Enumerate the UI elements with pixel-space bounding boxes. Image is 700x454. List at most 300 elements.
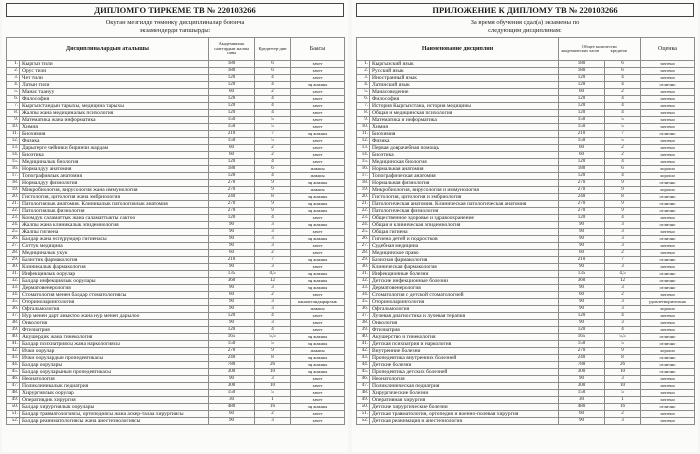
hours-value: 60 bbox=[209, 250, 255, 257]
credits-value: 3 bbox=[605, 243, 641, 250]
discipline-name: Фтизиатрия bbox=[20, 327, 209, 334]
discipline-name: Неонатология bbox=[370, 376, 559, 383]
row-number: 20. bbox=[357, 194, 370, 201]
row-number: 3. bbox=[7, 75, 20, 82]
discipline-name: Жалпы гигиена bbox=[20, 229, 209, 236]
discipline-name: Хирургиялык оорулар bbox=[20, 390, 209, 397]
grade-value: зачтено bbox=[641, 145, 695, 152]
discipline-name: Неонатология bbox=[20, 376, 209, 383]
hours-value: 780 bbox=[559, 362, 605, 369]
row-number: 37. bbox=[7, 313, 20, 320]
table-row bbox=[357, 61, 695, 68]
grade-value: зачет bbox=[291, 292, 345, 299]
total-label: Общее количество bbox=[582, 44, 617, 50]
table-row bbox=[7, 208, 345, 215]
grade-value: отлично bbox=[641, 341, 695, 348]
row-number: 27. bbox=[357, 243, 370, 250]
row-number: 3. bbox=[357, 75, 370, 82]
grade-value: отлично bbox=[641, 369, 695, 376]
discipline-name: Дерматовенерология bbox=[370, 285, 559, 292]
credits-value: 12 bbox=[255, 278, 291, 285]
grade-value: зачет bbox=[291, 152, 345, 159]
credits-value: 9 bbox=[605, 208, 641, 215]
hours-value: 180 bbox=[209, 68, 255, 75]
credits-value: 5 bbox=[255, 124, 291, 131]
hours-value: 270 bbox=[209, 180, 255, 187]
row-number: 21. bbox=[7, 201, 20, 208]
discipline-name: Биохимия bbox=[370, 131, 559, 138]
hours-value: 60 bbox=[559, 152, 605, 159]
row-number: 33. bbox=[357, 285, 370, 292]
discipline-name: Коомдук саламаттык жана саламаттыкты сактоо bbox=[20, 215, 209, 222]
hours-value: 240 bbox=[559, 355, 605, 362]
discipline-name: Биохимия bbox=[20, 131, 209, 138]
hours-value: 120 bbox=[559, 159, 605, 166]
row-number: 33. bbox=[7, 285, 20, 292]
table-row bbox=[357, 201, 695, 208]
grade-value: жакшы bbox=[291, 306, 345, 313]
grade-value: эң жакшы bbox=[291, 334, 345, 341]
hours-value: 120 bbox=[559, 103, 605, 110]
grade-value: зачтено bbox=[641, 117, 695, 124]
discipline-name: Балдар психиатриясы жана наркологиясы bbox=[20, 341, 209, 348]
discipline-name: Гистология, цитология и эмбриология bbox=[370, 194, 559, 201]
discipline-name: Чет тили bbox=[20, 75, 209, 82]
grade-value: зачтено bbox=[641, 89, 695, 96]
column-header-total bbox=[559, 38, 641, 61]
subtitle-line-2: следующим дисциплинам: bbox=[488, 27, 562, 34]
row-number: 16. bbox=[7, 166, 20, 173]
credits-value: 9 bbox=[605, 180, 641, 187]
row-number: 19. bbox=[7, 187, 20, 194]
discipline-name: Акушерство и гинекология bbox=[370, 334, 559, 341]
discipline-name: Балдар инфекциялык оорулары bbox=[20, 278, 209, 285]
hours-value: 120 bbox=[209, 75, 255, 82]
grade-value: отлично bbox=[641, 271, 695, 278]
hours-value: 120 bbox=[209, 215, 255, 222]
credits-value: 6 bbox=[605, 61, 641, 68]
credits-value: 5 bbox=[605, 390, 641, 397]
hours-value: 270 bbox=[209, 187, 255, 194]
table-row bbox=[357, 383, 695, 390]
hours-value: 270 bbox=[209, 348, 255, 355]
grade-value: зачтено bbox=[641, 418, 695, 425]
hours-value: 165 bbox=[559, 334, 605, 341]
table-row bbox=[357, 138, 695, 145]
table-row bbox=[7, 96, 345, 103]
table-row bbox=[357, 96, 695, 103]
discipline-name: Патологическая физиология bbox=[370, 208, 559, 215]
table-row bbox=[357, 334, 695, 341]
credits-value: 4 bbox=[255, 173, 291, 180]
table-row bbox=[7, 110, 345, 117]
discipline-name: Медицинское право bbox=[370, 250, 559, 257]
table-row bbox=[357, 215, 695, 222]
grade-value: зачтено bbox=[641, 320, 695, 327]
credits-value: 4 bbox=[255, 96, 291, 103]
credits-value: 5 bbox=[255, 117, 291, 124]
grade-value: отлично bbox=[641, 236, 695, 243]
grade-value: зачет bbox=[291, 215, 345, 222]
diploma-supplement-page-kyrgyz bbox=[2, 0, 348, 452]
row-number: 1. bbox=[357, 61, 370, 68]
row-number: 40. bbox=[7, 334, 20, 341]
grade-value: зачтено bbox=[641, 68, 695, 75]
table-row bbox=[357, 250, 695, 257]
subtitle-line-1: Окуган мезгилде төмөнкү дисциплиналар боюнча bbox=[105, 19, 245, 26]
grade-value: зачет bbox=[291, 411, 345, 418]
grade-value: зачтено bbox=[641, 138, 695, 145]
discipline-name: Оториноларингология bbox=[20, 299, 209, 306]
table-row bbox=[7, 103, 345, 110]
grade-value: эң жакшы bbox=[291, 222, 345, 229]
row-number: 6. bbox=[357, 96, 370, 103]
table-row bbox=[7, 341, 345, 348]
hours-value: 90 bbox=[559, 229, 605, 236]
credits-value: 4 bbox=[605, 159, 641, 166]
table-row bbox=[357, 166, 695, 173]
hours-value: 480 bbox=[559, 404, 605, 411]
grade-value: зачет bbox=[291, 61, 345, 68]
table-row bbox=[7, 418, 345, 425]
hours-value: 90 bbox=[209, 376, 255, 383]
grade-value: эң жакшы bbox=[291, 362, 345, 369]
grade-value: отлично bbox=[641, 131, 695, 138]
row-number: 4. bbox=[357, 82, 370, 89]
table-row bbox=[357, 292, 695, 299]
discipline-name: Орус тили bbox=[20, 68, 209, 75]
credits-value: 1 bbox=[255, 397, 291, 404]
hours-value: 90 bbox=[559, 376, 605, 383]
discipline-name: Оперативдик хирургия bbox=[20, 397, 209, 404]
hours-value: 270 bbox=[559, 180, 605, 187]
grade-value: эң жакшы bbox=[291, 257, 345, 264]
page-title: ДИПЛОМГО ТИРКЕМЕ ТВ № 220103266 bbox=[6, 3, 344, 17]
hours-value: 120 bbox=[209, 313, 255, 320]
hours-value: 120 bbox=[559, 215, 605, 222]
hours-value: 90 bbox=[209, 264, 255, 271]
credits-value: 3 bbox=[605, 229, 641, 236]
table-row bbox=[7, 397, 345, 404]
table-row bbox=[7, 236, 345, 243]
hours-value: 210 bbox=[559, 257, 605, 264]
hours-value: 90 bbox=[559, 306, 605, 313]
grade-value: канааттандырарлык bbox=[291, 299, 345, 306]
page-title: ПРИЛОЖЕНИЕ К ДИПЛОМУ ТВ № 220103266 bbox=[356, 3, 694, 17]
discipline-name: Пропедевтика детских болезней bbox=[370, 369, 559, 376]
credits-value: 12 bbox=[605, 278, 641, 285]
table-row bbox=[7, 159, 345, 166]
row-number: 35. bbox=[7, 299, 20, 306]
discipline-name: Детские хирургические болезни bbox=[370, 404, 559, 411]
hours-value: 60 bbox=[209, 152, 255, 159]
credits-value: 4 bbox=[605, 82, 641, 89]
grade-value: зачет bbox=[291, 159, 345, 166]
hours-value: 120 bbox=[559, 96, 605, 103]
hours-value: 90 bbox=[209, 320, 255, 327]
credits-value: 9 bbox=[255, 348, 291, 355]
table-row bbox=[7, 124, 345, 131]
credits-value: 3 bbox=[605, 264, 641, 271]
table-row bbox=[357, 180, 695, 187]
row-number: 46. bbox=[357, 376, 370, 383]
grade-value: зачет bbox=[291, 68, 345, 75]
table-row bbox=[357, 390, 695, 397]
row-number: 22. bbox=[7, 208, 20, 215]
row-number: 52. bbox=[7, 418, 20, 425]
hours-value: 90 bbox=[209, 236, 255, 243]
grade-value: зачет bbox=[291, 243, 345, 250]
table-row bbox=[7, 145, 345, 152]
hours-value: 90 bbox=[559, 243, 605, 250]
hours-value: 90 bbox=[559, 285, 605, 292]
discipline-name: Биоэтика bbox=[370, 152, 559, 159]
table-row bbox=[357, 208, 695, 215]
grade-value: зачет bbox=[291, 264, 345, 271]
table-row bbox=[357, 145, 695, 152]
row-number: 18. bbox=[7, 180, 20, 187]
discipline-name: Топографиялык анатомия bbox=[20, 173, 209, 180]
credits-value: 9 bbox=[605, 348, 641, 355]
row-number: 47. bbox=[7, 383, 20, 390]
hours-value: 780 bbox=[209, 362, 255, 369]
table-row bbox=[357, 397, 695, 404]
discipline-name: Офтальмология bbox=[370, 306, 559, 313]
row-number: 10. bbox=[7, 124, 20, 131]
hours-value: 90 bbox=[209, 299, 255, 306]
credits-value: 5 bbox=[255, 390, 291, 397]
discipline-name: Жалпы жана клиникалык эпидемиология bbox=[20, 222, 209, 229]
row-number: 5. bbox=[7, 89, 20, 96]
table-row bbox=[357, 264, 695, 271]
grade-value: зачет bbox=[291, 103, 345, 110]
table-row bbox=[7, 376, 345, 383]
discipline-name: Детские инфекционные болезни bbox=[370, 278, 559, 285]
grade-value: зачтено bbox=[641, 243, 695, 250]
grade-value: жакшы bbox=[291, 173, 345, 180]
discipline-name: Внутренние болезни bbox=[370, 348, 559, 355]
grade-value: отлично bbox=[641, 334, 695, 341]
row-number: 44. bbox=[7, 362, 20, 369]
table-row bbox=[7, 89, 345, 96]
credits-value: 2 bbox=[605, 89, 641, 96]
row-number: 23. bbox=[7, 215, 20, 222]
row-number: 18. bbox=[357, 180, 370, 187]
column-header-grade: Баасы bbox=[291, 38, 345, 61]
hours-value: 150 bbox=[559, 124, 605, 131]
table-row bbox=[7, 327, 345, 334]
hours-value: 120 bbox=[559, 82, 605, 89]
credits-value: 3 bbox=[605, 222, 641, 229]
credits-value: 3 bbox=[255, 418, 291, 425]
credits-value: 4 bbox=[255, 159, 291, 166]
hours-value: 120 bbox=[209, 173, 255, 180]
grade-value: эң жакшы bbox=[291, 271, 345, 278]
hours-value: 90 bbox=[559, 264, 605, 271]
hours-value: 90 bbox=[559, 320, 605, 327]
grade-value: отлично bbox=[641, 208, 695, 215]
row-number: 52. bbox=[357, 418, 370, 425]
credits-value: 5 bbox=[255, 138, 291, 145]
row-number: 36. bbox=[357, 306, 370, 313]
table-row bbox=[7, 131, 345, 138]
credits-value: 4 bbox=[605, 96, 641, 103]
credits-value: 4 bbox=[255, 103, 291, 110]
grade-value: зачтено bbox=[641, 292, 695, 299]
hours-value: 150 bbox=[209, 390, 255, 397]
subtitle-line-2: экзамендерди тапшырды: bbox=[139, 27, 211, 34]
credits-value: 9 bbox=[255, 187, 291, 194]
table-row bbox=[7, 173, 345, 180]
credits-value: 5 bbox=[605, 341, 641, 348]
table-header-row bbox=[7, 38, 345, 61]
hours-value: 165 bbox=[209, 334, 255, 341]
row-number: 49. bbox=[7, 397, 20, 404]
credits-value: 5,5 bbox=[605, 334, 641, 341]
credits-value: 2 bbox=[255, 411, 291, 418]
credits-value: 3 bbox=[255, 285, 291, 292]
row-number: 12. bbox=[7, 138, 20, 145]
credits-value: 9 bbox=[255, 201, 291, 208]
table-row bbox=[357, 320, 695, 327]
row-number: 45. bbox=[357, 369, 370, 376]
hours-value: 135 bbox=[559, 271, 605, 278]
row-number: 6. bbox=[7, 96, 20, 103]
credits-value: 2 bbox=[255, 145, 291, 152]
table-row bbox=[357, 243, 695, 250]
row-number: 43. bbox=[357, 355, 370, 362]
column-header-discipline: Наименование дисциплин bbox=[357, 38, 559, 61]
row-number: 41. bbox=[7, 341, 20, 348]
hours-value: 150 bbox=[209, 124, 255, 131]
row-number: 25. bbox=[7, 229, 20, 236]
grade-value: зачет bbox=[291, 327, 345, 334]
table-row bbox=[7, 383, 345, 390]
column-header-credits: Кредиттер-дин bbox=[255, 38, 291, 61]
row-number: 39. bbox=[357, 327, 370, 334]
table-row bbox=[357, 411, 695, 418]
hours-value: 90 bbox=[209, 285, 255, 292]
column-header-hours: академических часов bbox=[561, 48, 600, 54]
row-number: 11. bbox=[357, 131, 370, 138]
hours-value: 120 bbox=[209, 159, 255, 166]
credits-value: 4 bbox=[255, 82, 291, 89]
credits-value: 9 bbox=[605, 187, 641, 194]
table-row bbox=[7, 166, 345, 173]
discipline-name: Поликлиническая педиатрия bbox=[370, 383, 559, 390]
discipline-name: Балдар жана өспүрүмдөр гигиенасы bbox=[20, 236, 209, 243]
hours-value: 90 bbox=[209, 243, 255, 250]
table-row bbox=[357, 173, 695, 180]
hours-value: 240 bbox=[209, 355, 255, 362]
hours-value: 60 bbox=[559, 145, 605, 152]
table-row bbox=[7, 278, 345, 285]
grade-value: зачтено bbox=[641, 313, 695, 320]
credits-value: 3 bbox=[255, 320, 291, 327]
row-number: 31. bbox=[7, 271, 20, 278]
discipline-name: Оперативная хирургия bbox=[370, 397, 559, 404]
hours-value: 360 bbox=[559, 278, 605, 285]
row-number: 48. bbox=[357, 390, 370, 397]
credits-value: 3 bbox=[605, 299, 641, 306]
table-row bbox=[7, 152, 345, 159]
hours-value: 60 bbox=[559, 411, 605, 418]
table-row bbox=[7, 257, 345, 264]
discipline-name: Базистик фармакология bbox=[20, 257, 209, 264]
grade-value: эң жакшы bbox=[291, 341, 345, 348]
row-number: 5. bbox=[357, 89, 370, 96]
row-number: 39. bbox=[7, 327, 20, 334]
row-number: 12. bbox=[357, 138, 370, 145]
grade-value: хорошо bbox=[641, 348, 695, 355]
hours-value: 210 bbox=[209, 131, 255, 138]
credits-value: 4 bbox=[605, 110, 641, 117]
row-number: 51. bbox=[357, 411, 370, 418]
hours-value: 120 bbox=[559, 327, 605, 334]
hours-value: 120 bbox=[559, 173, 605, 180]
row-number: 22. bbox=[357, 208, 370, 215]
credits-value: 6 bbox=[605, 68, 641, 75]
credits-value: 9 bbox=[605, 201, 641, 208]
table-row bbox=[7, 201, 345, 208]
grade-value: эң жакшы bbox=[291, 355, 345, 362]
credits-value: 9 bbox=[255, 208, 291, 215]
hours-value: 240 bbox=[209, 194, 255, 201]
row-number: 21. bbox=[357, 201, 370, 208]
credits-value: 6 bbox=[255, 68, 291, 75]
discipline-name: Русский язык bbox=[370, 68, 559, 75]
hours-value: 120 bbox=[559, 110, 605, 117]
discipline-name: Биоэтика bbox=[20, 152, 209, 159]
row-number: 28. bbox=[357, 250, 370, 257]
row-number: 24. bbox=[357, 222, 370, 229]
credits-value: 4 bbox=[605, 75, 641, 82]
row-number: 23. bbox=[357, 215, 370, 222]
discipline-name: Оториноларингология bbox=[370, 299, 559, 306]
grade-value: отлично bbox=[641, 180, 695, 187]
credits-value: 3 bbox=[255, 243, 291, 250]
row-number: 20. bbox=[7, 194, 20, 201]
hours-value: 270 bbox=[209, 208, 255, 215]
credits-value: 1 bbox=[605, 397, 641, 404]
credits-value: 8 bbox=[605, 355, 641, 362]
table-row bbox=[7, 320, 345, 327]
credits-value: 4,5 bbox=[605, 271, 641, 278]
credits-value: 4 bbox=[255, 215, 291, 222]
grade-value: зачтено bbox=[641, 61, 695, 68]
grade-value: отлично bbox=[641, 355, 695, 362]
hours-value: 90 bbox=[559, 222, 605, 229]
discipline-name: Физика bbox=[370, 138, 559, 145]
table-row bbox=[357, 271, 695, 278]
row-number: 1. bbox=[7, 61, 20, 68]
grade-value: отлично bbox=[641, 82, 695, 89]
credits-value: 2 bbox=[605, 411, 641, 418]
grade-value: хорошо bbox=[641, 306, 695, 313]
table-row bbox=[357, 278, 695, 285]
row-number: 14. bbox=[7, 152, 20, 159]
table-row bbox=[357, 299, 695, 306]
discipline-name: Нормальная физиология bbox=[370, 180, 559, 187]
table-row bbox=[7, 369, 345, 376]
table-row bbox=[357, 194, 695, 201]
grade-value: эң жакшы bbox=[291, 278, 345, 285]
credits-value: 4 bbox=[605, 173, 641, 180]
column-header-discipline: Дисциплиналардын аталышы bbox=[7, 38, 209, 61]
hours-value: 120 bbox=[559, 313, 605, 320]
discipline-name: Манас таануу bbox=[20, 89, 209, 96]
row-number: 30. bbox=[7, 264, 20, 271]
